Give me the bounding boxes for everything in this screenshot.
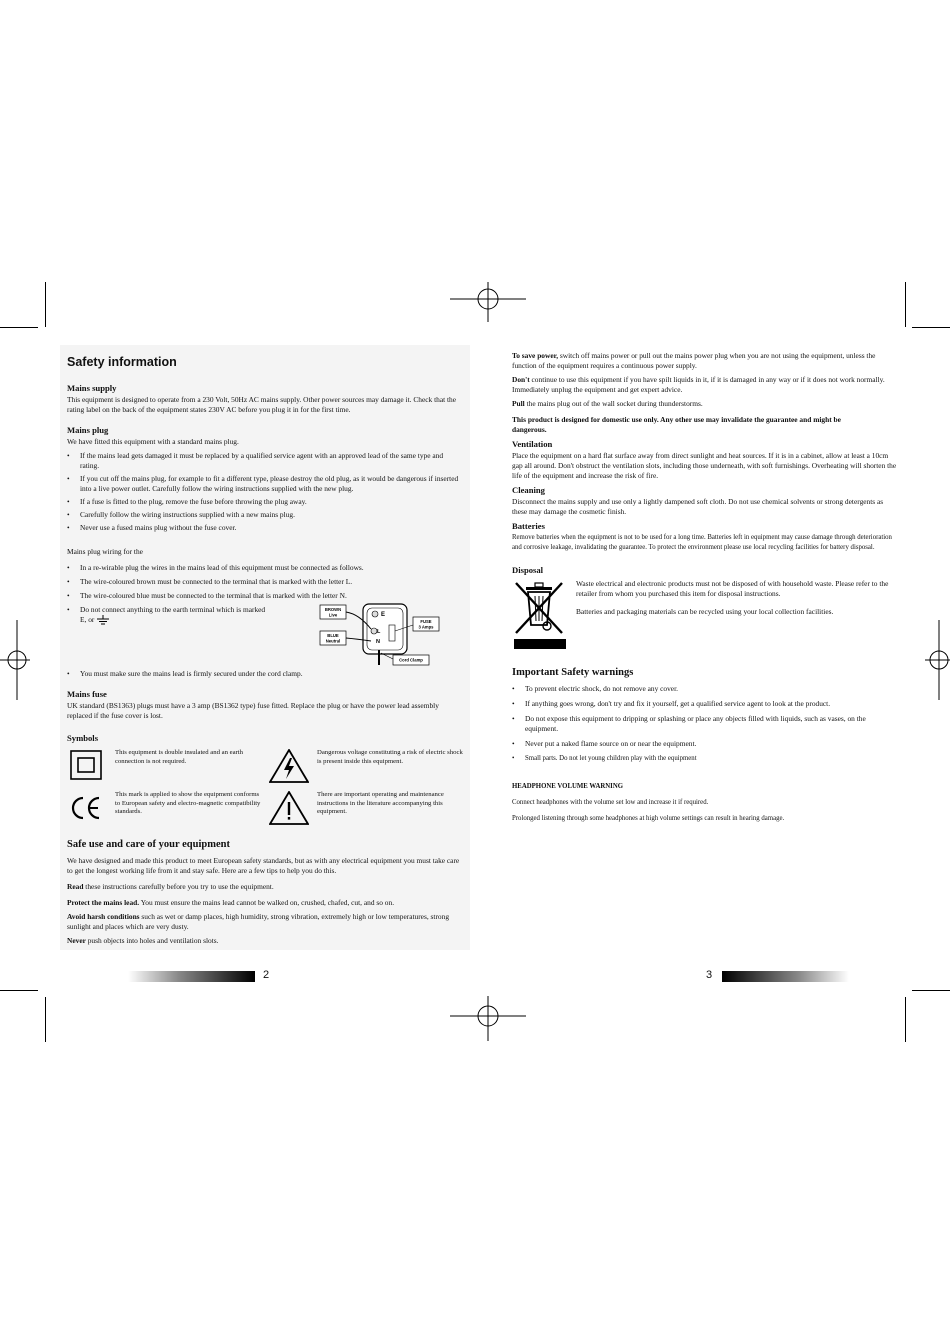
plug-wiring-diagram [319, 601, 464, 671]
section-heading: Mains plug [67, 425, 109, 435]
paragraph: Never push objects into holes and ventilation slots. [67, 936, 219, 945]
section-heading: Symbols [67, 733, 99, 743]
paragraph: Pull the mains plug out of the wall socket during thunderstorms. [512, 399, 703, 408]
label-fuse: FUSE [420, 619, 432, 624]
paragraph: Remove batteries when the equipment is not to be used for a long time. Batteries left in equipment may cause damage through deterioration and corrosive leakage, invalidating the guarantee. To protect the environment please use local recycling facilities for battery disposal. [512, 534, 892, 551]
headphone-heading: HEADPHONE VOLUME WARNING [512, 783, 624, 790]
page-right [505, 345, 905, 834]
symbol-text: This equipment is double insulated and an earth connection is not required. [115, 749, 243, 765]
section-heading: Mains fuse [67, 689, 107, 699]
paragraph: Protect the mains lead. You must ensure the mains lead cannot be walked on, crushed, chafed, cut, and so on. [67, 898, 395, 907]
list-item: • The wire-coloured blue must be connected to the terminal that is marked with the letter N. [67, 591, 347, 600]
section-heading: Cleaning [512, 485, 545, 495]
crop-mark [45, 282, 46, 327]
symbols-row [67, 791, 463, 825]
list-item: • If the mains lead gets damaged it must be replaced by a qualified service agent with an approved lead of the same type and rating. [67, 451, 444, 470]
symbol-text: There are important operating and maintenance instructions in the literature accompanying this equipment. [317, 791, 444, 816]
paragraph: Mains plug wiring for the [67, 547, 143, 556]
crop-mark [0, 990, 38, 991]
list-item: • Carefully follow the wiring instructions supplied with a new mains plug. [67, 510, 295, 519]
ce-mark-icon [67, 791, 107, 825]
crop-mark [912, 990, 950, 991]
registration-mark-bottom [450, 996, 526, 1044]
list-item: • Small parts. Do not let young children play with the equipment [512, 755, 697, 762]
paragraph: Prolonged listening through some headphones at high volume settings can result in hearing damage. [512, 815, 785, 822]
page-number-left: 2 [263, 969, 270, 981]
paragraph: Batteries and packaging materials can be recycled using your local collection facilities. [576, 607, 834, 616]
registration-mark-left [0, 620, 30, 700]
list-item: • If anything goes wrong, don't try and fix it yourself, get a qualified service agent to look at the product. [512, 699, 831, 708]
crop-mark [905, 997, 906, 1042]
crop-mark [912, 327, 950, 328]
paragraph: Connect headphones with the volume set low and increase it if required. [512, 799, 709, 806]
registration-mark-top [450, 282, 526, 344]
wiring-block [67, 605, 463, 667]
label-l: L [377, 629, 381, 635]
list-item: • If you cut off the mains plug, for example to fit a different type, please destroy the old plug, as it would be dangerous if inserted into a live power outlet. Carefully follow the wiring instructions supplied with the new plug. [67, 474, 459, 493]
label-n: N [376, 639, 380, 645]
footer-gradient-right [722, 971, 849, 982]
crop-mark [45, 997, 46, 1042]
list-item: • To prevent electric shock, do not remove any cover. [512, 684, 678, 693]
label-amps: 3 Amps [418, 624, 434, 630]
registration-mark-right [925, 620, 950, 700]
domestic-note: This product is designed for domestic use only. Any other use may invalidate the guarantee and might be dangerous. [512, 415, 841, 434]
double-insulated-icon [67, 749, 107, 783]
label-brown: BROWN [324, 607, 342, 612]
label-neutral: Neutral [325, 638, 341, 644]
footer-gradient-left [128, 971, 255, 982]
label-e: E [381, 612, 386, 618]
paragraph: Disconnect the mains supply and use only a lightly dampened soft cloth. Do not use chemical solvents or strong detergents as these may damage the cosmetic finish. [512, 497, 884, 516]
high-voltage-warning-icon [269, 749, 309, 783]
section-heading: Safe use and care of your equipment [67, 839, 230, 850]
section-heading: Mains supply [67, 383, 117, 393]
paragraph: This equipment is designed to operate from a 230 Volt, 50Hz AC mains supply. Other power sources may damage it. Check that the rating label on the back of the equipment states 230V AC before you plug it in for the first time. [67, 395, 457, 414]
paragraph: UK standard (BS1363) plugs must have a 3 amp (BS1362 type) fuse fitted. Replace the plug or have the power lead assembly replaced if the fuse cover is lost. [67, 701, 439, 720]
paragraph: Don't continue to use this equipment if you have spilt liquids in it, if it is damaged in any way or if it does not work normally. Immediately unplug the equipment and get expert advice. [512, 375, 885, 394]
list-item: • Never put a naked flame source on or near the equipment. [512, 739, 697, 748]
weee-bin-icon [512, 579, 568, 651]
symbol-text: Dangerous voltage constituting a risk of electric shock is present inside this equipment. [317, 749, 463, 765]
page-title: Safety information [67, 355, 177, 369]
list-item: • Do not expose this equipment to dripping or splashing or place any objects filled with liquids, such as vases, on the equipment. [512, 714, 866, 733]
section-heading: Disposal [512, 565, 544, 575]
crop-mark [905, 282, 906, 327]
paragraph: Place the equipment on a hard flat surface away from direct sunlight and heat sources. If it is in a cabinet, allow at least a 10cm gap all around. Don't obstruct the ventilation slots, including those underneath, with soft furnishings. Overheating will shorten the life of the equipment and increase the risk of fire. [512, 451, 897, 480]
list-item: • If a fuse is fitted to the plug, remove the fuse before throwing the plug away. [67, 497, 307, 506]
caution-icon [269, 791, 309, 825]
symbols-row [67, 749, 463, 783]
section-heading: Ventilation [512, 439, 553, 449]
symbol-text: This mark is applied to show the equipment conforms to European safety and electro-magnetic compatibility standards. [115, 791, 261, 816]
paragraph: To save power, switch off mains power or pull out the mains power plug when you are not using the equipment, unless the function of the equipment requires a continuous power supply. [512, 351, 876, 370]
symbol-item [67, 791, 261, 825]
paragraph: We have fitted this equipment with a standard mains plug. [67, 437, 239, 446]
label-cord-clamp: Cord Clamp [399, 657, 423, 663]
label-live: Live [328, 612, 338, 618]
list-item: • Do not connect anything to the earth terminal which is marked E, or [67, 605, 266, 624]
paragraph: Read these instructions carefully before you try to use the equipment. [67, 882, 274, 891]
symbol-item [67, 749, 261, 783]
list-item: • In a re-wirable plug the wires in the mains lead of this equipment must be connected as follows. [67, 563, 364, 572]
page-number-right: 3 [706, 969, 713, 981]
disposal-block [512, 579, 898, 651]
section-heading: Important Safety warnings [512, 667, 634, 678]
list-item: • You must make sure the mains lead is firmly secured under the cord clamp. [67, 669, 303, 678]
paragraph: Avoid harsh conditions such as wet or damp places, high humidity, strong vibration, extremely high or low temperatures, strong sunlight and places which are very dusty. [67, 912, 450, 931]
list-item: • Never use a fused mains plug without the fuse cover. [67, 523, 237, 532]
symbol-item [269, 749, 463, 783]
label-blue: BLUE [327, 633, 339, 638]
list-item: • The wire-coloured brown must be connected to the terminal that is marked with the letter L. [67, 577, 353, 586]
symbol-item [269, 791, 463, 825]
paragraph: Waste electrical and electronic products must not be disposed of with household waste. Please refer to the retailer from whom you purchased this item for disposal instructions. [576, 579, 889, 598]
section-heading: Batteries [512, 521, 545, 531]
disposal-text [576, 579, 898, 651]
page-left [60, 345, 470, 950]
earth-symbol-icon [96, 615, 110, 625]
paragraph: We have designed and made this product to meet European safety standards, but as with any electrical equipment you must take care to get the longest working life from it and stay safe. Here are a few tips to help you do this. [67, 856, 460, 875]
crop-mark [0, 327, 38, 328]
